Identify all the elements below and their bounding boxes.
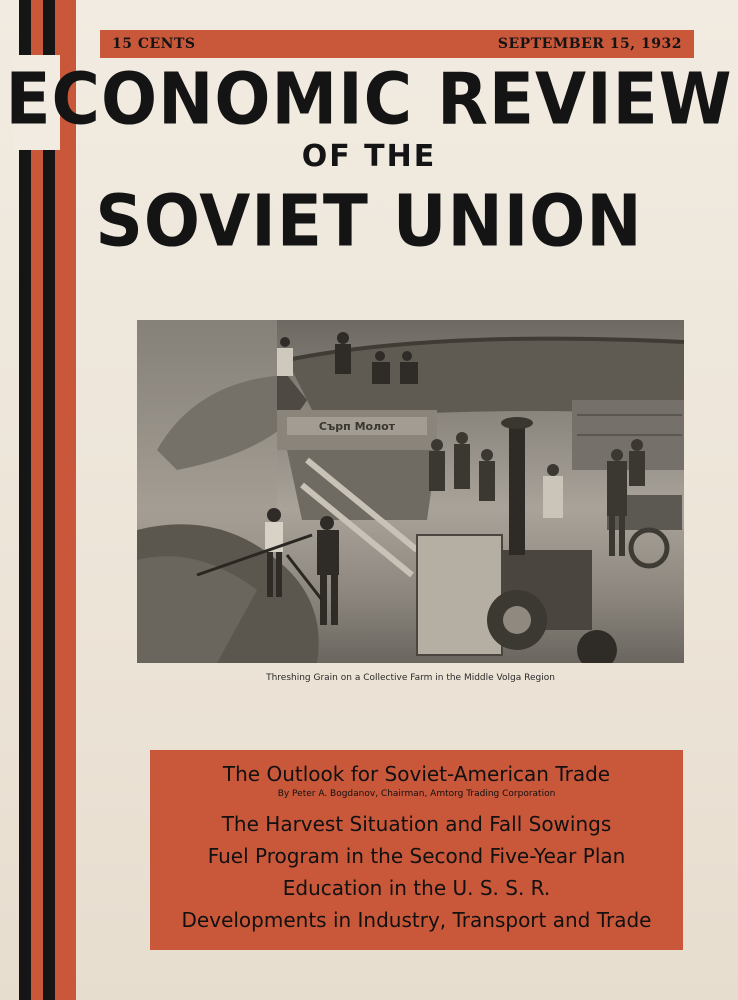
price-label: 15 CENTS <box>112 36 196 52</box>
masthead-title-line-2: OF THE <box>301 139 437 174</box>
contents-byline: By Peter A. Bogdanov, Chairman, Amtorg Trading Corporation <box>277 789 556 799</box>
contents-item-5: Developments in Industry, Transport and Trade <box>181 908 652 932</box>
threshing-scene-illustration <box>137 320 684 663</box>
contents-box <box>150 750 683 950</box>
price-date-bar <box>100 30 694 58</box>
photo-caption: Threshing Grain on a Collective Farm in the Middle Volga Region <box>266 673 555 683</box>
contents-item-2: The Harvest Situation and Fall Sowings <box>221 812 612 836</box>
machine-sign: Сърп Молот <box>318 420 396 433</box>
contents-item-1: The Outlook for Soviet-American Trade <box>222 762 611 786</box>
cover-photo <box>137 320 684 663</box>
masthead-title-line-1: ECONOMIC REVIEW <box>5 57 733 141</box>
contents-item-3: Fuel Program in the Second Five-Year Plan <box>207 844 626 868</box>
masthead-title-line-3: SOVIET UNION <box>95 179 643 263</box>
contents-item-4: Education in the U. S. S. R. <box>282 876 551 900</box>
issue-date: SEPTEMBER 15, 1932 <box>497 36 682 52</box>
